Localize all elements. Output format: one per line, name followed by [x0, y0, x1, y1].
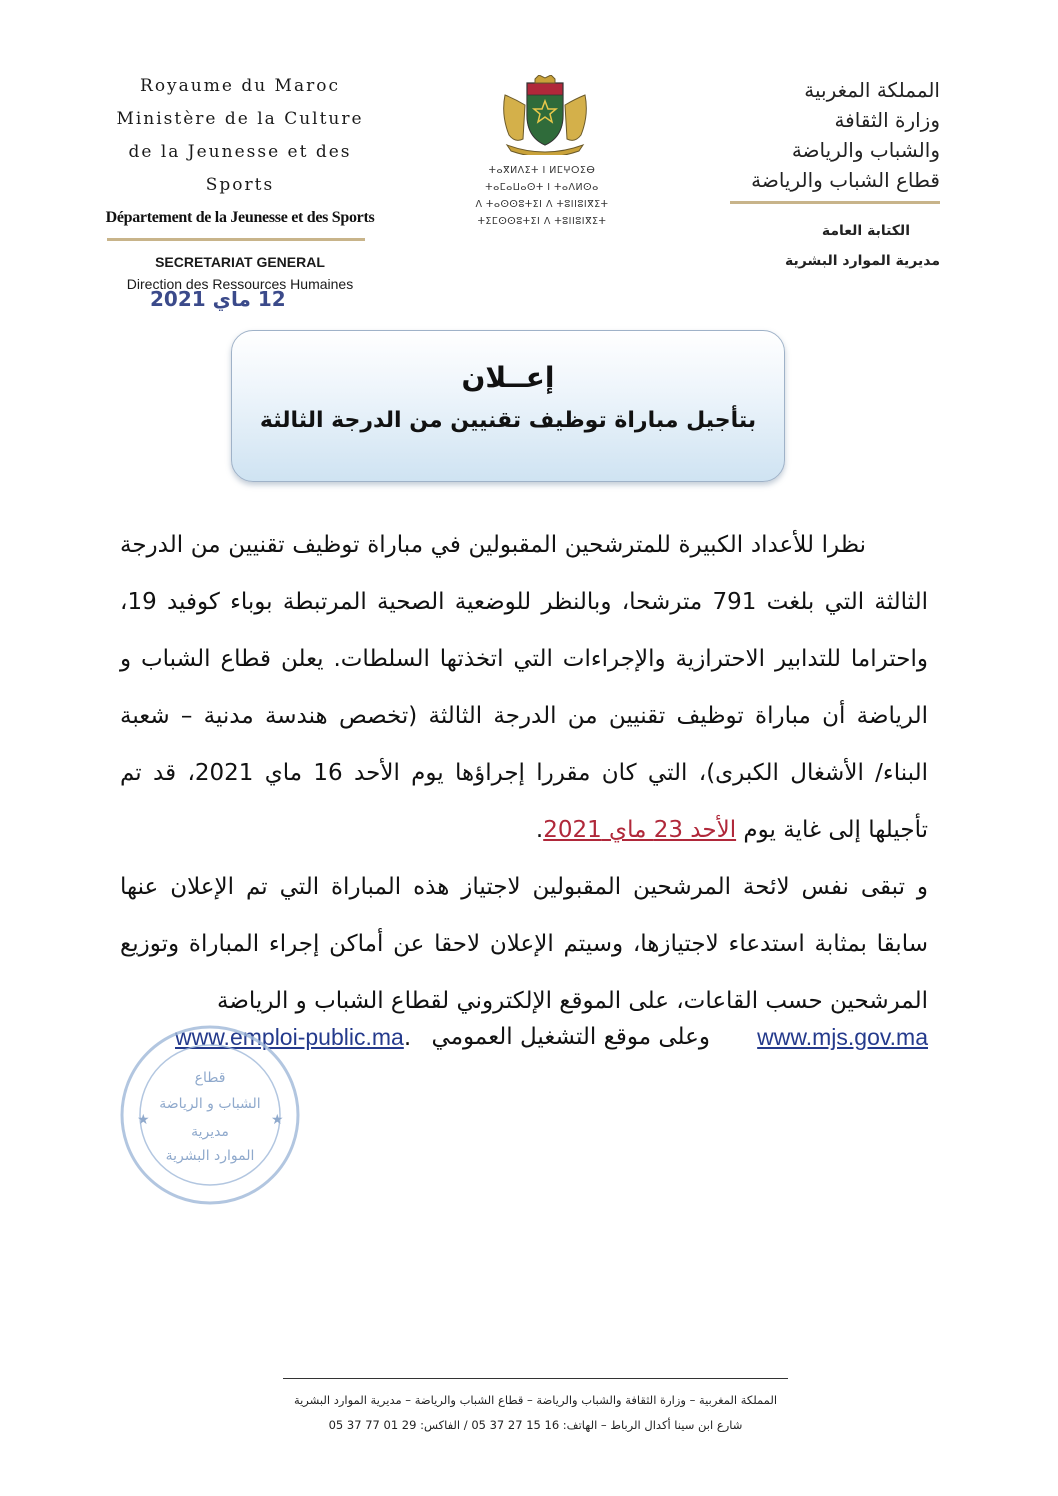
- country-name-ar: المملكة المغربية: [804, 78, 940, 102]
- stamp-text-2: الشباب و الرياضة: [159, 1096, 261, 1112]
- ministry-name-fr-2: de la Jeunesse et des Sports: [128, 142, 352, 195]
- paragraph-1: [120, 517, 928, 859]
- stamp-text-4: الموارد البشرية: [165, 1148, 255, 1164]
- footer-divider: [283, 1378, 788, 1379]
- emploi-public-link[interactable]: www.emploi-public.ma: [175, 1024, 404, 1050]
- postponed-date: الأحد 23 ماي 2021: [543, 817, 737, 843]
- stamp-text-3: مديرية: [191, 1124, 229, 1140]
- header-divider-fr: [107, 238, 365, 241]
- announcement-body: [120, 517, 928, 1030]
- department-name-ar: قطاع الشباب والرياضة: [751, 168, 940, 192]
- paragraph-1-text: نظرا للأعداد الكبيرة للمترشحين المقبولين في مباراة توظيف تقنيين من الدرجة الثالثة التي بلغت 791 مترشحا، وبالنظر للوضعية الصحية المرتبطة بوباء كوفيد 19، واحتراما للتدابير الاحترازية والإجراءات التي اتخذتها السلطات. يعلن قطاع الشباب و الرياضة أن مباراة توظيف تقنيين من الدرجة الثالثة (تخصص هندسة مدنية – شعبة البناء/ الأشغال الكبرى)، التي كان مقررا إجراؤها يوم الأحد 16 ماي 2021، قد تم تأجيلها إلى غاية يوم: [120, 532, 929, 843]
- header-tifinagh: [472, 162, 612, 230]
- tifinagh-line-4: ⵜⵉⵎⵙⵙⵓⵜⵉⵏ ⴷ ⵜⵓⵏⵏⵓⵏⴳⵉⵜ: [477, 216, 607, 227]
- coat-of-arms-icon: [497, 75, 593, 155]
- footer-line-2: شارع ابن سينا أكدال الرباط – الهاتف: 16 15 27 37 05 / الفاكس: 29 01 77 37 05: [328, 1418, 743, 1432]
- secretariat-ar: الكتابة العامة: [821, 223, 910, 239]
- ministry-name-ar: وزارة الثقافة: [834, 108, 940, 132]
- paragraph-2-text: و تبقى نفس لائحة المرشحين المقبولين لاجتياز هذه المباراة التي تم الإعلان عنها سابقا بمثابة استدعاء لاجتيازها، وسيتم الإعلان لاحقا عن أماكن إجراء المباراة وتوزيع المرشحين حسب القاعات، على الموقع الإلكتروني لقطاع الشباب و الرياضة: [120, 874, 928, 1014]
- links-connector: وعلى موقع التشغيل العمومي: [431, 1024, 710, 1050]
- secretariat-fr: SECRETARIAT GENERAL: [155, 254, 325, 270]
- header-divider-ar: [730, 201, 940, 204]
- paragraph-2: [120, 859, 928, 1030]
- tifinagh-line-1: ⵜⴰⴳⵍⴷⵉⵜ ⵏ ⵍⵎⵖⵔⵉⴱ: [488, 165, 596, 176]
- announcement-title: إعــلان: [461, 361, 555, 394]
- stamp-star-left-icon: ★: [137, 1112, 150, 1128]
- tifinagh-line-3: ⴷ ⵜⴰⵙⵙⵓⵜⵉⵏ ⴷ ⵜⵓⵏⵏⵓⵏⴳⵉⵜ: [475, 199, 609, 210]
- announcement-title-box: [231, 330, 785, 482]
- direction-ar: مديرية الموارد البشرية: [785, 253, 940, 269]
- document-date: 12 ماي 2021: [150, 287, 286, 311]
- mjs-website-link[interactable]: www.mjs.gov.ma: [757, 1024, 928, 1050]
- country-name-fr: Royaume du Maroc: [140, 76, 340, 96]
- department-name-fr: Département de la Jeunesse et des Sports: [105, 209, 375, 226]
- direction-fr: Direction des Ressources Humaines: [126, 276, 354, 292]
- ministry-name-ar-2: والشباب والرياضة: [791, 138, 940, 162]
- official-stamp-icon: [115, 1020, 305, 1210]
- stamp-star-right-icon: ★: [271, 1112, 284, 1128]
- ministry-name-fr: Ministère de la Culture: [116, 109, 364, 129]
- paragraph-1-end: .: [535, 817, 544, 843]
- footer-line-1: المملكة المغربية – وزارة الثقافة والشباب والرياضة – قطاع الشباب والرياضة – مديرية الموارد البشرية: [293, 1393, 778, 1407]
- emploi-link-end: .: [403, 1025, 412, 1051]
- announcement-subtitle: بتأجيل مباراة توظيف تقنيين من الدرجة الثالثة: [259, 408, 757, 433]
- header-french: [95, 70, 385, 295]
- header-arabic: [730, 75, 940, 276]
- tifinagh-line-2: ⵜⴰⵎⴰⵡⴰⵙⵜ ⵏ ⵜⴰⴷⵍⵙⴰ: [485, 182, 599, 193]
- footer: [283, 1388, 788, 1438]
- stamp-text-1: قطاع: [194, 1070, 226, 1086]
